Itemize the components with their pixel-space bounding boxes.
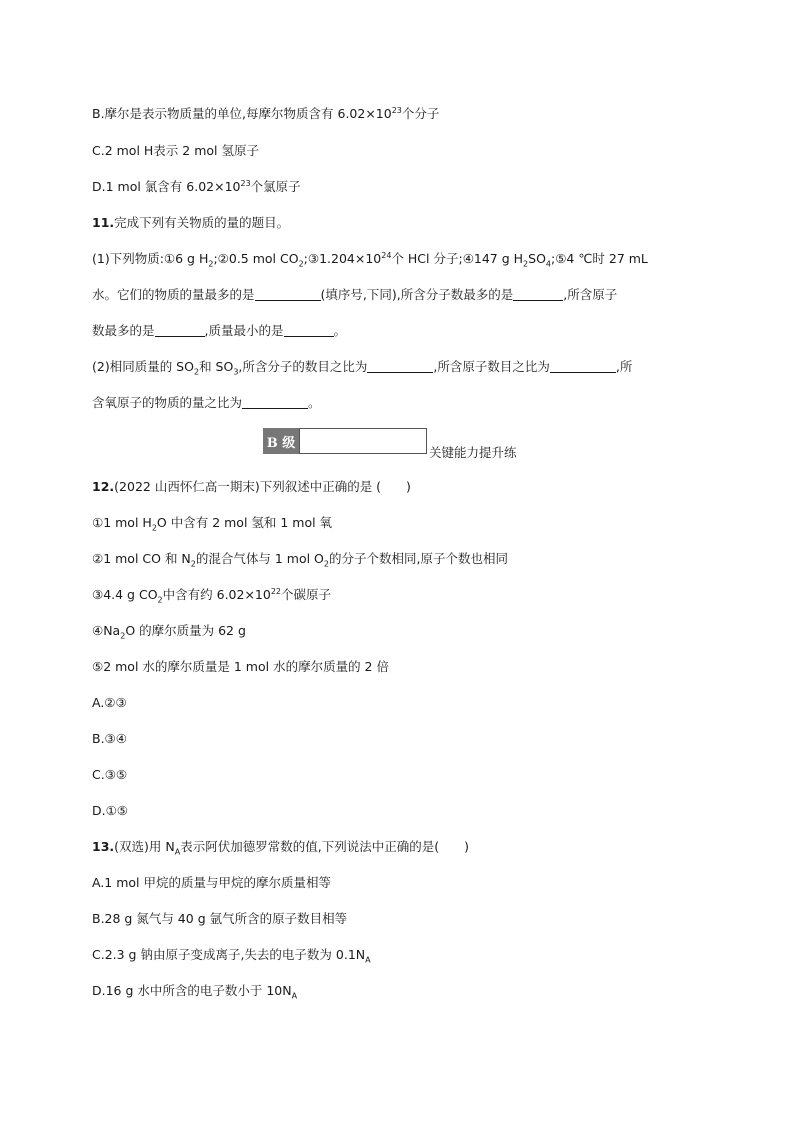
- q13-option-b[interactable]: B.28 g 氮气与 40 g 氩气所含的原子数目相等: [92, 911, 348, 926]
- q12-statement-5: ⑤2 mol 水的摩尔质量是 1 mol 水的摩尔质量的 2 倍: [92, 659, 389, 674]
- answer-blank[interactable]: [367, 359, 433, 373]
- answer-blank[interactable]: [255, 287, 321, 301]
- q12-option-b[interactable]: B.③④: [92, 731, 127, 746]
- level-tag: B 级: [263, 428, 299, 454]
- answer-blank[interactable]: [513, 287, 563, 301]
- answer-blank[interactable]: [155, 323, 205, 337]
- level-frame: [299, 428, 427, 454]
- q11-stem: 11.完成下列有关物质的量的题目。: [92, 215, 290, 230]
- q10-option-b: B.摩尔是表示物质量的单位,每摩尔物质含有 $6.02\times 10^{23}$个分子: [92, 105, 440, 121]
- q12-number: 12.: [92, 479, 115, 494]
- answer-blank[interactable]: [284, 323, 334, 337]
- q11-number: 11.: [92, 215, 115, 230]
- q13-number: 13.: [92, 839, 115, 854]
- answer-blank[interactable]: [550, 359, 616, 373]
- q12-option-a[interactable]: A.②③: [92, 695, 127, 710]
- q11-part2-line2: 含氧原子的物质的量之比为 。: [92, 395, 321, 410]
- q12-statement-1: ①1 mol $H_2O$ 中含有 2 mol 氢和 1 mol 氧: [92, 515, 333, 533]
- q13-option-c[interactable]: C.2.3 g 钠由原子变成离子,失去的电子数为 $0.1N_A$: [92, 947, 371, 965]
- q12-option-d[interactable]: D.①⑤: [92, 803, 129, 818]
- q13-stem: 13.(双选)用 $N_A$表示阿伏加德罗常数的值,下列说法中正确的是( ): [92, 839, 469, 857]
- section-level-badge: [263, 428, 427, 454]
- q10-option-d: D.1 mol 氯含有 $6.02\times 10^{23}$个氯原子: [92, 178, 301, 194]
- q11-part2-line1: (2)相同质量的 $SO_2$和 $SO_3$,所含分子的数目之比为 ,所含原子数目之比为 ,所: [92, 359, 633, 377]
- q12-statement-4: $④Na_2O$ 的摩尔质量为 62 g: [92, 623, 246, 641]
- q10-option-c: C.2 mol H表示 2 mol 氢原子: [92, 143, 259, 158]
- q11-part1-line3: 数最多的是 ,质量最小的是 。: [92, 323, 347, 338]
- q13-option-a[interactable]: A.1 mol 甲烷的质量与甲烷的摩尔质量相等: [92, 875, 332, 890]
- q13-option-d[interactable]: D.16 g 水中所含的电子数小于 $10N_A$: [92, 983, 298, 1001]
- q11-part1-line1: (1)下列物质:①6 g $H_2;②0.5$ mol $CO_2;③1.204\times 10^{24}$个 HCl 分子;④147 g $H_2SO_4;⑤4$ ℃时 27 mL: [92, 250, 648, 269]
- section-title: 关键能力提升练: [429, 445, 517, 460]
- q12-statement-2: ②1 mol CO 和 $N_2$的混合气体与 1 mol $O_2$的分子个数相同,原子个数也相同: [92, 551, 508, 569]
- answer-blank[interactable]: [242, 395, 308, 409]
- q12-option-c[interactable]: C.③⑤: [92, 767, 128, 782]
- q12-stem: 12.(2022 山西怀仁高一期末)下列叙述中正确的是 ( ): [92, 479, 411, 494]
- q12-statement-3: ③4.4 g $CO_2$中含有约 $6.02\times 10^{22}$个碳原子: [92, 586, 332, 605]
- q11-part1-line2: 水。它们的物质的量最多的是 (填序号,下同),所含分子数最多的是 ,所含原子: [92, 287, 618, 302]
